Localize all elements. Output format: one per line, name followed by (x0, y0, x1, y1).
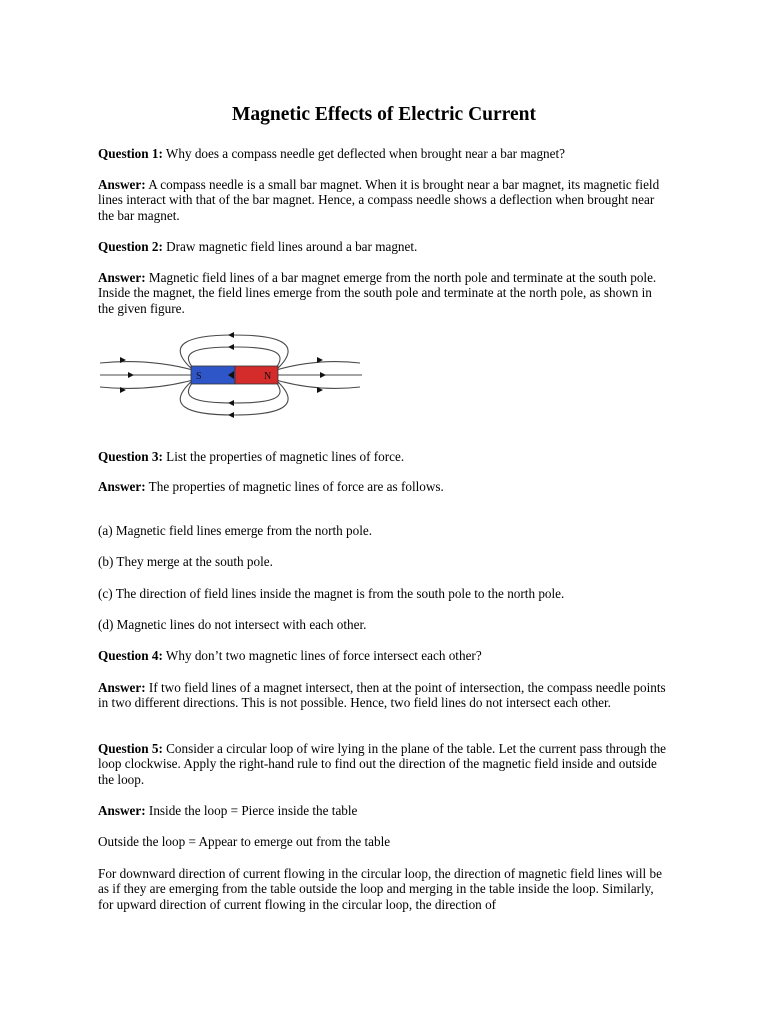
question-2 (98, 239, 670, 254)
question-text: Consider a circular loop of wire lying in the plane of the table. Let the current pass through the loop clockwise. Apply the right-hand rule to find out the direction of the magnetic field inside and outside the loop. (98, 741, 667, 787)
question-1 (98, 146, 670, 161)
answer-text: The properties of magnetic lines of force are as follows. (145, 479, 444, 494)
list-item-d (98, 617, 670, 632)
answer-5 (98, 803, 670, 818)
answer-label: Answer: (98, 177, 146, 192)
arrow-icon (320, 372, 326, 378)
question-text: List the properties of magnetic lines of force. (162, 449, 405, 464)
answer-text: A compass needle is a small bar magnet. When it is brought near a bar magnet, its magnetic field lines interact with that of the bar magnet. Hence, a compass needle shows a deflection when brought near the bar magnet. (98, 177, 660, 223)
list-item-text: (a) Magnetic field lines emerge from the north pole. (98, 523, 373, 538)
north-pole-label: N (264, 371, 272, 382)
question-4 (98, 648, 670, 663)
answer-1 (98, 177, 670, 223)
answer-text: Inside the loop = Pierce inside the table (145, 803, 358, 818)
field-loop (180, 335, 288, 370)
list-item-b (98, 554, 670, 569)
north-pole (235, 366, 278, 384)
field-line (100, 380, 193, 388)
bar-magnet-field-figure (98, 330, 368, 420)
question-label: Question 2: (98, 239, 163, 254)
list-item-text: (b) They merge at the south pole. (98, 554, 273, 569)
bar-magnet-diagram (98, 330, 368, 420)
answer-2 (98, 270, 670, 316)
question-label: Question 4: (98, 648, 163, 663)
list-item-text: (c) The direction of field lines inside the magnet is from the south pole to the north pole. (98, 586, 565, 601)
answer-text: If two field lines of a magnet intersect, then at the point of intersection, the compass needle points in two different directions. This is not possible. Hence, two field lines do not intersect each other. (98, 680, 666, 711)
answer-4 (98, 680, 670, 711)
page-title: Magnetic Effects of Electric Current (232, 104, 536, 125)
question-text: Draw magnetic field lines around a bar magnet. (162, 239, 418, 254)
arrow-icon (128, 372, 134, 378)
list-item-c (98, 586, 670, 601)
question-label: Question 5: (98, 741, 163, 756)
question-3 (98, 449, 670, 464)
list-item-a (98, 523, 670, 538)
question-5 (98, 741, 670, 787)
answer-3 (98, 479, 670, 494)
arrow-icon (228, 400, 234, 406)
arrow-icon (228, 344, 234, 350)
question-text: Why don’t two magnetic lines of force intersect each other? (162, 648, 482, 663)
field-line (100, 362, 193, 370)
field-loop (188, 347, 280, 368)
answer-label: Answer: (98, 270, 146, 285)
question-label: Question 1: (98, 146, 163, 161)
field-line (276, 362, 360, 370)
answer-label: Answer: (98, 680, 146, 695)
answer-label: Answer: (98, 479, 146, 494)
question-label: Question 3: (98, 449, 163, 464)
field-loop (180, 380, 288, 415)
south-pole-label: S (196, 371, 202, 382)
answer-text: Magnetic field lines of a bar magnet emerge from the north pole and terminate at the south pole. Inside the magnet, the field lines emerge from the south pole and terminate at the north pole, as shown in the given figure. (98, 270, 657, 316)
answer-5-explanation (98, 866, 670, 912)
arrow-icon (228, 412, 234, 418)
answer-label: Answer: (98, 803, 146, 818)
answer-text: For downward direction of current flowing in the circular loop, the direction of magnetic field lines will be as if they are emerging from the table outside the loop and merging in the table inside the loop. Similarly, for upward direction of current flowing in the circular loop, the direction of (98, 866, 662, 912)
field-line (276, 380, 360, 388)
field-loop (188, 382, 280, 403)
arrow-icon (228, 332, 234, 338)
answer-5-outside (98, 834, 670, 849)
question-text: Why does a compass needle get deflected when brought near a bar magnet? (162, 146, 566, 161)
answer-text: Outside the loop = Appear to emerge out from the table (98, 834, 391, 849)
list-item-text: (d) Magnetic lines do not intersect with each other. (98, 617, 367, 632)
